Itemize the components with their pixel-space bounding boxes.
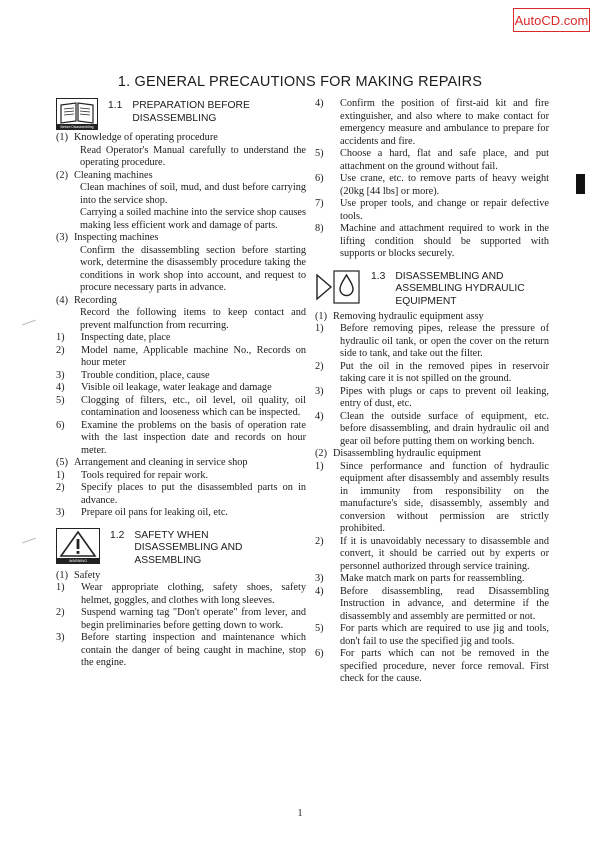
scan-mark: [22, 320, 35, 326]
paragraph: Clean machines of soil, mud, and dust before carrying into the service shop.: [80, 182, 306, 206]
list-text: Use crane, etc. to remove parts of heavy weight (20kg [44 lbs] or more).: [340, 173, 549, 197]
watermark-badge: AutoCD.com: [513, 8, 590, 32]
list-marker: 2): [315, 535, 324, 547]
list-text: Clogging of filters, etc., oil level, oil quality, oil contamination and looseness which can be inspected.: [81, 394, 306, 418]
list-text: Safety: [74, 569, 101, 581]
list-item: [56, 232, 306, 245]
list-marker: 4): [315, 410, 324, 422]
scan-mark: [22, 538, 35, 544]
list-item: [56, 420, 306, 458]
list-item: [315, 573, 549, 586]
list-text: For parts which are required to use jig and tools, don't fail to use the specified jig and tools.: [340, 623, 549, 647]
list-marker: 6): [315, 648, 324, 660]
section-thumb-tab: [576, 174, 585, 194]
list-marker: 4): [56, 382, 65, 393]
right-column: [315, 98, 549, 686]
list-item: [315, 311, 549, 324]
section-1-2-number: 1.2: [110, 529, 125, 541]
list-marker: (1): [315, 310, 328, 322]
list-item: [315, 173, 549, 198]
list-item: [56, 582, 306, 607]
list-marker: 4): [315, 98, 324, 109]
list-item: [315, 386, 549, 411]
list-marker: 3): [56, 632, 65, 644]
list-item: [315, 323, 549, 361]
list-text: Use proper tools, and change or repair defective tools.: [340, 198, 549, 222]
list-text: Machine and attachment required to work in the lifting condition should be supported with supports or blocks securely.: [340, 223, 549, 259]
section-1-3-number: 1.3: [371, 270, 386, 282]
list-item: [315, 536, 549, 574]
list-marker: 5): [56, 394, 65, 406]
list-text: Wear appropriate clothing, safety shoes, safety helmet, goggles, and clothes with long sleeves.: [81, 582, 306, 606]
list-marker: 1): [315, 460, 324, 472]
warning-icon-caption: WARNING: [68, 558, 88, 563]
list-marker: 1): [56, 582, 65, 594]
list-marker: 2): [315, 360, 324, 372]
list-item: [56, 607, 306, 632]
list-marker: 1): [56, 469, 65, 481]
list-marker: (4): [56, 294, 69, 306]
list-item: [315, 623, 549, 648]
paragraph: Carrying a soiled machine into the service shop causes making less efficient work and damage of parts.: [80, 207, 306, 231]
list-text: For parts which can not be removed in the specified procedure, never force removal. First check for the cause.: [340, 648, 549, 685]
list-text: Inspecting machines: [74, 232, 159, 243]
list-marker: 1): [315, 323, 324, 335]
manual-icon-caption: Before Disassembling: [60, 125, 94, 129]
list-text: Choose a hard, flat and safe place, and put attachment on the ground without fail.: [340, 148, 549, 172]
list-text: Model name, Applicable machine No., Records on hour meter: [81, 344, 306, 368]
section-1-1-number: 1.1: [108, 100, 123, 111]
list-item: [315, 148, 549, 173]
list-text: Before removing pipes, release the pressure of hydraulic oil tank, or open the cover on the return side to tank, and take out the filter.: [340, 323, 549, 360]
left-column: [56, 98, 306, 670]
list-marker: (3): [56, 232, 69, 243]
list-item: [56, 632, 306, 670]
list-text: Recording: [74, 294, 117, 306]
list-item: [56, 295, 306, 308]
hydraulic-oil-drop-icon: [315, 269, 361, 305]
section-1-3-title: DISASSEMBLING AND ASSEMBLING HYDRAULIC EQUIPMENT: [395, 270, 525, 308]
list-text: Visible oil leakage, water leakage and damage: [81, 382, 272, 393]
list-item: [56, 170, 306, 183]
list-text: Confirm the position of first-aid kit and fire extinguisher, and also where to make contact for emergency measure and ambulance to prepare for accidents and fire.: [340, 98, 549, 147]
list-item: [56, 382, 306, 395]
list-text: Suspend warning tag "Don't operate" from lever, and begin preliminaries before getting down to work.: [81, 607, 306, 631]
list-text: Since performance and function of hydraulic equipment after disassembly and assembly results in immunity from responsibility on the manufacture's side, disassembly, assembly and conversion without permission are strictly prohibited.: [340, 460, 549, 535]
list-marker: 3): [56, 507, 65, 518]
list-item: [315, 411, 549, 449]
list-marker: 3): [56, 369, 65, 381]
warning-triangle-icon: [56, 528, 100, 564]
list-item: [315, 461, 549, 536]
list-marker: 7): [315, 198, 324, 209]
list-item: [56, 395, 306, 420]
list-item: [315, 223, 549, 261]
list-item: [56, 507, 306, 520]
list-item: [56, 370, 306, 383]
list-marker: 6): [315, 173, 324, 184]
section-1-2-title: SAFETY WHEN DISASSEMBLING AND ASSEMBLING: [134, 529, 243, 567]
list-item: [56, 345, 306, 370]
list-text: Examine the problems on the basis of operation rate with the last inspection date and records on hour meter.: [81, 419, 306, 456]
list-item: [56, 470, 306, 483]
list-item: [315, 448, 549, 461]
list-text: Put the oil in the removed pipes in reservoir taking care it is not spilled on the ground.: [340, 360, 549, 385]
list-text: Tools required for repair work.: [81, 469, 209, 481]
list-item: [315, 648, 549, 686]
list-marker: (2): [315, 448, 328, 460]
list-text: Disassembling hydraulic equipment: [333, 448, 482, 460]
list-text: Trouble condition, place, cause: [81, 369, 210, 381]
list-marker: 1): [56, 332, 65, 343]
list-text: Pipes with plugs or caps to prevent oil leaking, entry of dust, etc.: [340, 385, 549, 410]
paragraph: Record the following items to keep contact and prevent malfunction from recurring.: [80, 307, 306, 331]
section-1-1-title: PREPARATION BEFORE DISASSEMBLING: [132, 100, 250, 124]
list-marker: 5): [315, 623, 324, 635]
list-marker: 5): [315, 148, 324, 159]
paragraph: Confirm the disassembling section before starting work, determine the disassembly procedure taking the conditions in work shop into account, and request to procure necessary parts in advance.: [80, 244, 306, 293]
list-text: Inspecting date, place: [81, 332, 171, 343]
section-1-2-header: [56, 528, 306, 568]
list-text: Before disassembling, read Disassembling Instruction in advance, and determine if the disassembly and assembly are permitted or not.: [340, 585, 549, 622]
list-text: Clean the outside surface of equipment, etc. before disassembling, and drain hydraulic oil and gear oil before putting them on working bench.: [340, 410, 549, 447]
list-text: If it is unavoidably necessary to disassemble and convert, it should be carried out by experts or personnel authorized through service training.: [340, 535, 549, 572]
list-marker: 2): [56, 482, 65, 493]
list-item: [315, 586, 549, 624]
list-item: [56, 132, 306, 145]
list-item: [56, 332, 306, 345]
page-title: 1. GENERAL PRECAUTIONS FOR MAKING REPAIRS: [117, 74, 483, 90]
list-text: Specify places to put the disassembled parts on in advance.: [81, 482, 306, 506]
list-item: [56, 482, 306, 507]
section-1-1-header: [56, 98, 306, 130]
list-item: [56, 457, 306, 470]
list-marker: (2): [56, 169, 69, 181]
list-marker: 4): [315, 585, 324, 597]
section-1-3-header: [315, 269, 549, 309]
list-marker: 3): [315, 573, 324, 585]
list-marker: 2): [56, 344, 65, 356]
page-number: 1: [297, 808, 303, 819]
list-item: [315, 361, 549, 386]
list-text: Before starting inspection and maintenance which contain the danger of being caught in machine, stop the engine.: [81, 632, 306, 669]
list-text: Make match mark on parts for reassembling.: [340, 573, 525, 585]
list-text: Prepare oil pans for leaking oil, etc.: [81, 507, 228, 518]
list-text: Arrangement and cleaning in service shop: [74, 457, 248, 468]
list-marker: (5): [56, 457, 69, 468]
list-text: Knowledge of operating procedure: [74, 132, 218, 143]
list-marker: 2): [56, 607, 65, 619]
list-text: Cleaning machines: [74, 169, 153, 181]
list-marker: 3): [315, 385, 324, 397]
list-marker: 8): [315, 223, 324, 234]
list-text: Removing hydraulic equipment assy: [333, 310, 484, 322]
list-item: [56, 570, 306, 583]
list-marker: (1): [56, 569, 69, 581]
list-marker: 6): [56, 419, 65, 431]
list-marker: (1): [56, 132, 69, 143]
list-item: [315, 198, 549, 223]
paragraph: Read Operator's Manual carefully to understand the operating procedure.: [80, 144, 306, 168]
manual-book-icon: [56, 98, 98, 130]
list-item: [315, 98, 549, 148]
